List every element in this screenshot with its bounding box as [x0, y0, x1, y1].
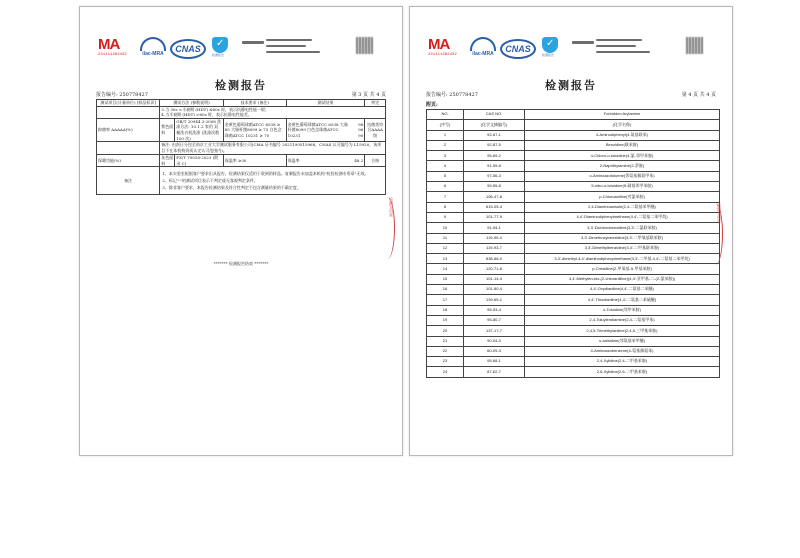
- report-page-4: [409, 6, 733, 456]
- table-row: [427, 151, 720, 161]
- appendix-label: 附页:: [426, 102, 438, 108]
- table-row: [427, 182, 720, 192]
- row-number: 2: [427, 140, 464, 150]
- cas-number: 139-65-1: [464, 295, 525, 305]
- table-row: 保暖功能(%) 灰色面料 FZ/T 70018-2023 (附录 C) 保温率 ≥30 保温率 48.2 合格: [97, 155, 386, 167]
- row-number: 13: [427, 254, 464, 264]
- table-row: [427, 212, 720, 222]
- arylamine-name: 2,4-Toluylendiamine(2,4-二氨基甲苯): [525, 315, 720, 325]
- ilac-mra-logo: ilac-MRA: [470, 37, 496, 61]
- row-number: 1: [427, 130, 464, 140]
- arylamine-name: 3,3'-Dichlorobenzidine(3,3'-二氯联苯胺): [525, 223, 720, 233]
- row-number: 4: [427, 161, 464, 171]
- table-row: [427, 202, 720, 212]
- report-title: 检测报告: [215, 79, 267, 92]
- page-info: 第 3 页 共 4 页: [351, 92, 386, 98]
- arylamine-name: 2,4,5-Trimethylaniline(2,4,5-三甲基苯胺): [525, 326, 720, 336]
- arylamine-name: o-Toluidine(邻甲苯胺): [525, 305, 720, 315]
- cas-number: 92-67-1: [464, 130, 525, 140]
- table-row: [427, 357, 720, 367]
- row-number: 23: [427, 357, 464, 367]
- table-row: [427, 305, 720, 315]
- arylamine-name: p-Chloroaniline(对氯苯胺): [525, 192, 720, 202]
- arylamine-name: 4,4'-Thiodianiline(4,4'-二氨基二苯硫醚): [525, 295, 720, 305]
- antibacterial-item: 抑菌率 AAAAA(%): [97, 118, 160, 141]
- table-header-row: (序号) (化学文摘编号) (化学名称): [427, 120, 720, 130]
- report-number: 报告编号: 250778427: [96, 92, 148, 98]
- arylamine-name: 3,3'-Dimethylbenzidine(3,3'-二甲基联苯胺): [525, 243, 720, 253]
- cas-number: 101-77-9: [464, 212, 525, 222]
- table-row: [427, 336, 720, 346]
- table-row: [427, 274, 720, 284]
- qr-code: [686, 37, 703, 54]
- qr-code: [356, 37, 373, 54]
- cas-number: 97-56-3: [464, 171, 525, 181]
- cas-number: 838-88-0: [464, 254, 525, 264]
- table-row: [427, 140, 720, 150]
- arylamine-name: 2,4-Diaminoanisole(2,4-二氨基苯甲醚): [525, 202, 720, 212]
- table-header-row: NO. CAS NO. Forbidden Arylamine: [427, 110, 720, 120]
- arylamine-name: 3,3'-dimethyl-4,4'-diaminodiphenylmethane(3,3'-二甲基-4,4'-二氨基二苯甲烷): [525, 254, 720, 264]
- table-row: [427, 192, 720, 202]
- row-number: 21: [427, 336, 464, 346]
- arylamine-name: 4-Aminoazobenzene(4-氨基偶氮苯): [525, 346, 720, 356]
- blurred-text: [266, 51, 320, 53]
- blurred-text: [266, 45, 306, 47]
- seal-stamp: 检测专用章: [708, 203, 723, 265]
- report-page-3: [79, 6, 403, 456]
- report-header: [96, 91, 386, 98]
- cma-logo: MA 241111282432: [428, 36, 457, 57]
- test-results-table: [96, 99, 386, 195]
- blurred-text: [266, 39, 312, 41]
- table-row: [427, 326, 720, 336]
- arylamine-name: 4,4'-Oxydianiline(4,4'-二氨基二苯醚): [525, 285, 720, 295]
- row-number: 8: [427, 202, 464, 212]
- blurred-text: [596, 51, 650, 53]
- row-number: 16: [427, 285, 464, 295]
- report-number: 报告编号: 250778427: [426, 92, 478, 98]
- table-row: [427, 161, 720, 171]
- arylamine-name: 4,4'-Methylen-bis-(2-chloranilline)(4,4'-亚甲基-二-(2-氯苯胺)): [525, 274, 720, 284]
- arylamine-name: 4-Chloro-o-toluidine(4-氯-邻甲苯胺): [525, 151, 720, 161]
- seal-stamp: 检测专用章: [380, 197, 395, 259]
- arylamine-name: 5-nitro-o-toluidine(5-硝基邻甲苯胺): [525, 182, 720, 192]
- row-number: 19: [427, 315, 464, 325]
- row-number: 3: [427, 151, 464, 161]
- arylamine-name: p-Cresidine(2-甲氧基-5-甲基苯胺): [525, 264, 720, 274]
- cas-number: 101-14-4: [464, 274, 525, 284]
- table-row: [427, 243, 720, 253]
- row-number: 17: [427, 295, 464, 305]
- table-row: [427, 295, 720, 305]
- row-number: 18: [427, 305, 464, 315]
- cas-number: 90-04-0: [464, 336, 525, 346]
- cas-number: 87-62-7: [464, 367, 525, 377]
- row-number: 15: [427, 274, 464, 284]
- row-number: 24: [427, 367, 464, 377]
- cas-number: 92-87-5: [464, 140, 525, 150]
- table-row: [427, 367, 720, 377]
- row-number: 6: [427, 182, 464, 192]
- table-row: [427, 254, 720, 264]
- blurred-text: [596, 39, 642, 41]
- arylamine-name: 4-Aminodiphenyl(4-氨基联苯): [525, 130, 720, 140]
- table-row: [427, 315, 720, 325]
- shield-check-icon: ✓ 检测报告: [212, 37, 230, 57]
- arylamine-name: Benzidine(联苯胺): [525, 140, 720, 150]
- blurred-text: [242, 41, 264, 44]
- cas-number: 60-09-3: [464, 346, 525, 356]
- table-row: 3.当 30s <半衰期 (HDT) ≤60s 时，表示抗静电性能一般； 4.当半衰期 (HDT) >60s 时，表示抗静电性能差。: [97, 106, 386, 118]
- table-row: [427, 233, 720, 243]
- row-number: 7: [427, 192, 464, 202]
- row-number: 14: [427, 264, 464, 274]
- arylamine-name: 4,4'-Diaminodiphenylmethane(4,4'-二氨基二苯甲烷): [525, 212, 720, 222]
- arylamine-name: o-Aminoazotoluene(邻氨基偶氮甲苯): [525, 171, 720, 181]
- cas-number: 119-90-4: [464, 233, 525, 243]
- shield-check-icon: ✓ 检测报告: [542, 37, 560, 57]
- cas-number: 137-17-7: [464, 326, 525, 336]
- row-number: 5: [427, 171, 464, 181]
- cas-number: 120-71-8: [464, 264, 525, 274]
- row-number: 10: [427, 223, 464, 233]
- row-number: 20: [427, 326, 464, 336]
- page-info: 第 4 页 共 4 页: [681, 92, 716, 98]
- table-row: [427, 285, 720, 295]
- cas-number: 95-80-7: [464, 315, 525, 325]
- table-row: 抑菌率 AAAAA(%) 紫色面料 GB/T 20944.3-2008 洗涤方法: 10.1.2 家用 双桶洗衣机洗涤 (洗涤次数 100 次) 金黄色葡萄球菌ATCC 6538 ≥ 85 大肠杆菌8099 ≥ 75 白色念珠菌ATCC 10231 ≥ 70 金黄色葡萄球菌ATCC 6538 大肠杆菌8099 白色念珠菌ATCC 10231 98 96 90 抗菌类符合AAAA级: [97, 118, 386, 141]
- cas-number: 95-69-2: [464, 151, 525, 161]
- cnas-logo: CNAS: [170, 39, 206, 59]
- cma-logo: MA 241111282432: [98, 36, 127, 57]
- row-number: 11: [427, 233, 464, 243]
- report-title: 检测报告: [545, 79, 597, 92]
- table-row: [427, 130, 720, 140]
- blurred-text: [596, 45, 636, 47]
- report-end-marker: ******* 检测报告结束 *******: [213, 261, 269, 266]
- arylamine-name: 2-Naphthylamine(2-萘胺): [525, 161, 720, 171]
- cas-number: 95-53-4: [464, 305, 525, 315]
- blurred-text: [572, 41, 594, 44]
- cas-number: 615-05-4: [464, 202, 525, 212]
- arylamine-name: 3,3'-Dimethoxybenzidine(3,3'-二甲氧基联苯胺): [525, 233, 720, 243]
- cas-number: 119-93-7: [464, 243, 525, 253]
- arylamine-table: [426, 109, 720, 378]
- table-row: [427, 171, 720, 181]
- table-row: [427, 264, 720, 274]
- cas-number: 99-55-8: [464, 182, 525, 192]
- cnas-logo: CNAS: [500, 39, 536, 59]
- cas-number: 95-68-1: [464, 357, 525, 367]
- row-number: 9: [427, 212, 464, 222]
- cas-number: 91-94-1: [464, 223, 525, 233]
- arylamine-name: 2,4-Xylidine(2,4-二甲基苯胺): [525, 357, 720, 367]
- report-header: [426, 91, 716, 98]
- table-header-row: 测试项目(计量单位) [样品标识] 测试方法 (参数说明) 技术要求 (备注) 测试结果 判定: [97, 100, 386, 107]
- cas-number: 91-59-8: [464, 161, 525, 171]
- table-row: 备注: 由南日分包至南京工业大学测试服务有限公司(CMA 证书编号 2021190515968，CNAS 认可编号为 L15920，该项目不在本机构资质认定认可范围内)。: [97, 142, 386, 155]
- row-number: 22: [427, 346, 464, 356]
- cas-number: 101-80-4: [464, 285, 525, 295]
- table-row: 备注 1、本实验室根据客户要求出具报告，检测结果仅适用于收到的样品。复制报告未加盖本机构"检验检测专用章"无效。 2、标记"-"的测试项目表示不判定或无客观判定条件。 3、除非客户要求，本报告检测结果及符合性判定不包含测量结果的不确定度。: [97, 167, 386, 195]
- cas-number: 106-47-8: [464, 192, 525, 202]
- arylamine-name: 2,6-Xylidine(2,6-二甲基苯胺): [525, 367, 720, 377]
- table-row: [427, 223, 720, 233]
- row-number: 12: [427, 243, 464, 253]
- ilac-mra-logo: ilac-MRA: [140, 37, 166, 61]
- table-row: [427, 346, 720, 356]
- arylamine-name: o-anisidine(邻氨基苯甲醚): [525, 336, 720, 346]
